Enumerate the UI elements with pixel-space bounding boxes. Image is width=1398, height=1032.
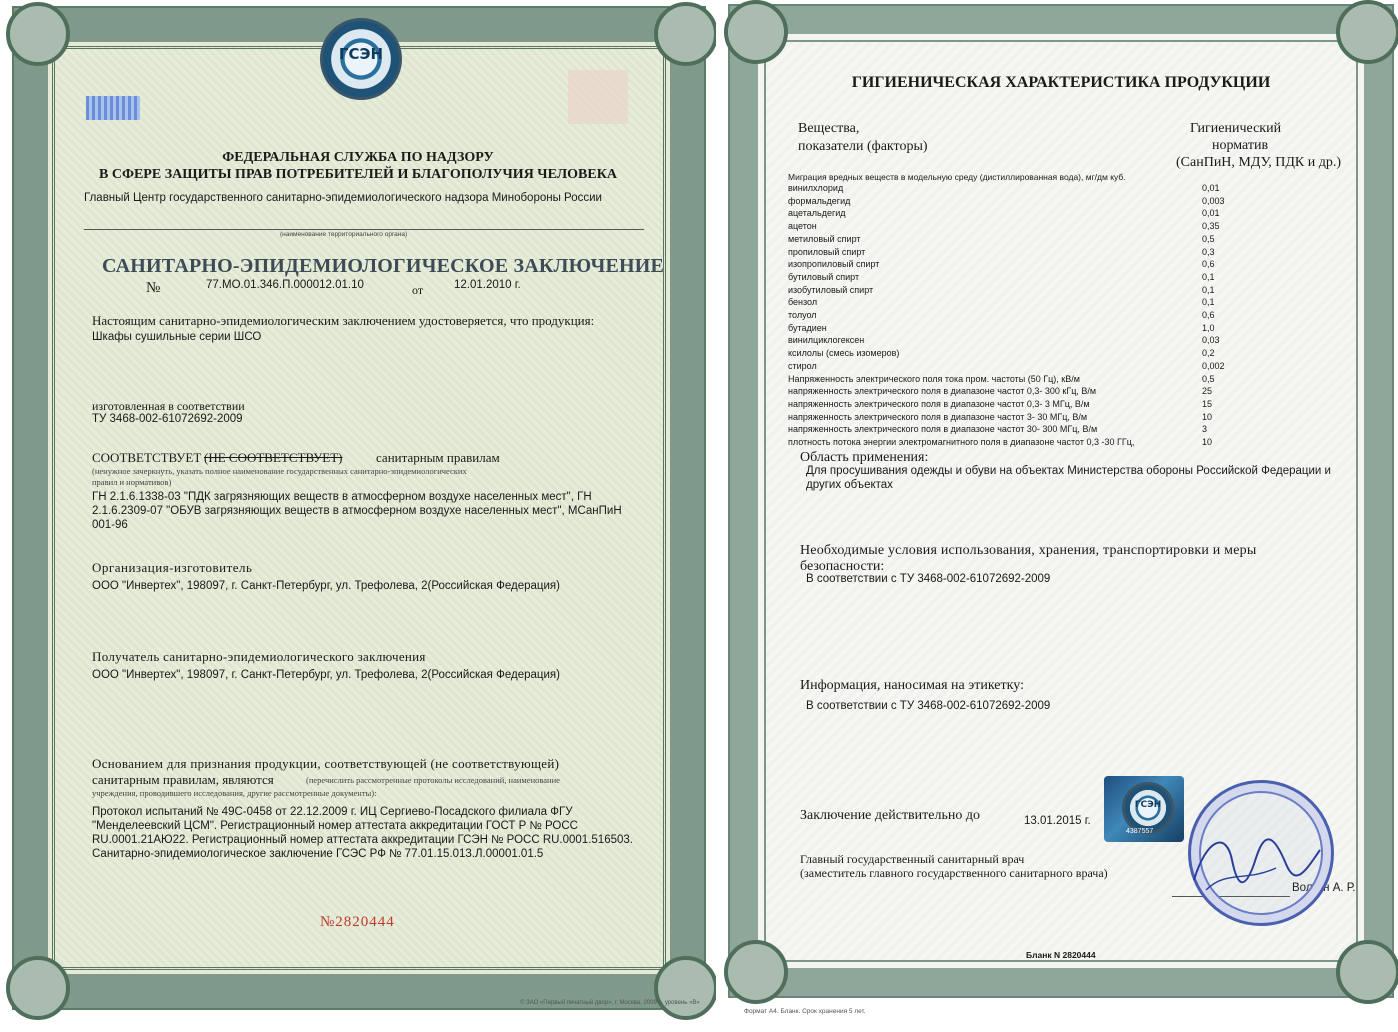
factor-norm-value: 25 xyxy=(1202,386,1213,397)
factor-norm-value: 0,3 xyxy=(1202,246,1215,257)
hologram-code: 4387557 xyxy=(1126,828,1154,835)
factor-norm-value: 0,1 xyxy=(1202,297,1215,308)
factor-row xyxy=(788,259,1348,272)
label-info-label: Информация, наносимая на этикетку: xyxy=(800,678,1024,693)
factor-row xyxy=(788,437,1348,450)
factor-row xyxy=(788,272,1348,285)
recipient-label: Получатель санитарно-эпидемиологического заключения xyxy=(92,649,426,664)
agency-name-line2: В СФЕРЕ ЗАЩИТЫ ПРАВ ПОТРЕБИТЕЛЕЙ И БЛАГОПОЛУЧИЯ ЧЕЛОВЕКА xyxy=(99,167,617,182)
number-label: № xyxy=(146,280,161,296)
factor-norm-value: 0,6 xyxy=(1202,259,1215,270)
factor-row xyxy=(788,285,1348,298)
factor-name: изобутиловый спирт xyxy=(788,284,874,295)
basis-hint: (перечислить рассмотренные протоколы исследований, наименование xyxy=(306,775,560,785)
document-title: САНИТАРНО-ЭПИДЕМИОЛОГИЧЕСКОЕ ЗАКЛЮЧЕНИЕ xyxy=(102,255,665,277)
factor-row xyxy=(788,399,1348,412)
conformity-label: СООТВЕТСТВУЕТ xyxy=(92,450,202,465)
blank-number: Бланк N 2820444 xyxy=(1026,950,1096,960)
gsen-emblem: ГСЭН xyxy=(320,18,402,100)
column-norm: норматив xyxy=(1212,138,1269,153)
factor-row xyxy=(788,247,1348,260)
territorial-hint: (наименование территориального органа) xyxy=(280,231,408,238)
factor-norm-value: 0,002 xyxy=(1202,360,1225,371)
factor-row xyxy=(788,234,1348,247)
chief-doctor-title: Главный государственный санитарный врач xyxy=(800,852,1025,866)
valid-until-date: 13.01.2015 г. xyxy=(1024,815,1091,827)
label-info-value: В соответствии с ТУ 3468-002-61072692-2009 xyxy=(806,700,1051,712)
manufacturer-label: Организация-изготовитель xyxy=(92,560,253,575)
manufacturer-value: ООО "Инвертех", 198097, г. Санкт-Петербург, ул. Трефолева, 2(Российская Федерация) xyxy=(92,580,560,592)
issue-date: 12.01.2010 г. xyxy=(454,279,521,291)
basis-value: Санитарно-эпидемиологическое заключение ГСЭС РФ № 77.01.15.013.Л.00001.01.5 xyxy=(92,848,544,860)
factor-name: пропиловый спирт xyxy=(788,246,866,257)
agency-name-line1: ФЕДЕРАЛЬНАЯ СЛУЖБА ПО НАДЗОРУ xyxy=(222,150,494,165)
chief-doctor-subtitle: (заместитель главного государственного санитарного врача) xyxy=(800,866,1108,880)
factor-name: напряженность электрического поля в диапазоне частот 0,3- 3 МГц, В/м xyxy=(788,398,1090,409)
factor-norm-value: 15 xyxy=(1202,398,1213,409)
factor-name: бутадиен xyxy=(788,322,827,333)
factor-norm-value: 0,5 xyxy=(1202,373,1215,384)
basis-text: санитарным правилам, являются xyxy=(92,772,274,787)
factor-row xyxy=(788,374,1348,387)
security-microprint xyxy=(86,96,140,120)
factor-row xyxy=(788,221,1348,234)
factor-row xyxy=(788,361,1348,374)
factor-row xyxy=(788,323,1348,336)
rules-value: 2.1.6.2309-07 "ОБУВ загрязняющих веществ в атмосферном воздухе населенных мест", МСанПиН xyxy=(92,505,622,517)
signer-name: Волгин А. Р. xyxy=(1292,882,1356,894)
format-note: Формат А4. Бланк. Срок хранения 5 лет. xyxy=(744,1008,866,1015)
corner-ornament xyxy=(724,940,788,1004)
from-label: от xyxy=(412,283,424,297)
hologram-sticker xyxy=(1104,776,1184,842)
factor-name: бензол xyxy=(788,297,818,308)
rules-value: 001-96 xyxy=(92,519,128,531)
recipient-value: ООО "Инвертех", 198097, г. Санкт-Петербург, ул. Трефолева, 2(Российская Федерация) xyxy=(92,669,560,681)
factor-norm-value: 0,1 xyxy=(1202,271,1215,282)
factor-row xyxy=(788,348,1348,361)
rules-value: ГН 2.1.6.1338-03 "ПДК загрязняющих веществ в атмосферном воздухе населенных мест", ГН xyxy=(92,491,592,503)
factor-norm-value: 0,01 xyxy=(1202,208,1220,219)
conditions-label: безопасности: xyxy=(800,559,885,574)
factor-norm-value: 0,2 xyxy=(1202,348,1215,359)
migration-note: Миграция вредных веществ в модельную среду (дистиллированная вода), мг/дм куб. xyxy=(788,172,1126,182)
factor-row xyxy=(788,335,1348,348)
certify-text: Настоящим санитарно-эпидемиологическим заключением удостоверяется, что продукция: xyxy=(92,313,595,328)
basis-value: RU.0001.21АЮ22. Регистрационный номер аттестата аккредитации ГСЭН № РОСС RU.0001.516503. xyxy=(92,834,633,846)
basis-value: Протокол испытаний № 49С-0458 от 22.12.2009 г. ИЦ Сергиево-Посадского филиала ФГУ xyxy=(92,806,573,818)
basis-hint: учреждения, проводившего исследования, другие рассмотренные документы): xyxy=(92,788,377,798)
conditions-value: В соответствии с ТУ 3468-002-61072692-2009 xyxy=(806,573,1051,585)
factor-name: бутиловый спирт xyxy=(788,271,860,282)
corner-ornament xyxy=(6,956,70,1020)
factor-name: винилхлорид xyxy=(788,183,844,193)
factor-norm-value: 3 xyxy=(1202,424,1208,435)
basis-value: "Менделеевский ЦСМ". Регистрационный номер аттестата аккредитации ГОСТ Р № РОСС xyxy=(92,820,578,832)
factor-name: ксилолы (смесь изомеров) xyxy=(788,348,900,359)
factor-norm-value: 10 xyxy=(1202,411,1213,422)
factor-row xyxy=(788,183,1348,196)
factor-row xyxy=(788,386,1348,399)
factor-name: напряженность электрического поля в диапазоне частот 30- 300 МГц, В/м xyxy=(788,424,1098,435)
serial-number: №2820444 xyxy=(320,914,395,930)
factor-norm-value: 0,35 xyxy=(1202,221,1220,232)
corner-ornament xyxy=(654,956,716,1020)
factor-name: толуол xyxy=(788,310,817,320)
factor-name: Напряженность электрического поля тока пром. частоты (50 Гц), кВ/м xyxy=(788,373,1080,384)
made-label: изготовленная в соответствии xyxy=(92,399,245,413)
factor-norm-value: 0,5 xyxy=(1202,233,1215,244)
factor-row xyxy=(788,297,1348,310)
scope-value: других объектах xyxy=(806,479,893,491)
corner-ornament xyxy=(1336,0,1398,64)
corner-ornament xyxy=(724,0,788,64)
gsen-emblem: ГСЭН xyxy=(1122,782,1174,834)
factor-name: напряженность электрического поля в диапазоне частот 0,3- 300 кГц, В/м xyxy=(788,386,1097,397)
product-name: Шкафы сушильные серии ШСО xyxy=(92,331,262,343)
corner-ornament xyxy=(654,2,716,66)
territorial-body: Главный Центр государственного санитарно-эпидемиологического надзора Минобороны России xyxy=(84,192,602,204)
factor-name: ацетон xyxy=(788,221,817,232)
sanitary-rules-label: санитарным правилам xyxy=(376,450,500,465)
factor-norm-value: 0,03 xyxy=(1202,335,1220,346)
factor-name: метиловый спирт xyxy=(788,233,861,244)
column-norm: Гигиенический xyxy=(1190,121,1282,136)
factor-row xyxy=(788,424,1348,437)
column-norm: (СанПиН, МДУ, ПДК и др.) xyxy=(1176,155,1341,170)
made-standard: ТУ 3468-002-61072692-2009 xyxy=(92,413,243,425)
factor-norm-value: 0,6 xyxy=(1202,310,1215,320)
scope-value: Для просушивания одежды и обуви на объектах Министерства обороны Российской Федерации и xyxy=(806,465,1331,477)
factor-row xyxy=(788,412,1348,425)
hygienic-heading: ГИГИЕНИЧЕСКАЯ ХАРАКТЕРИСТИКА ПРОДУКЦИИ xyxy=(851,74,1271,91)
factor-name: стирол xyxy=(788,360,817,371)
rules-hint: (ненужное зачеркнуть, указать полное наименование государственных санитарно-эпидемиологических xyxy=(92,466,467,476)
column-substances: Вещества, xyxy=(798,121,860,136)
factor-row xyxy=(788,310,1348,323)
column-substances: показатели (факторы) xyxy=(798,139,928,154)
factor-norm-value: 1,0 xyxy=(1202,322,1215,333)
conditions-label: Необходимые условия использования, хранения, транспортировки и меры xyxy=(800,543,1257,558)
factor-name: изопропиловый спирт xyxy=(788,259,880,270)
factor-name: напряженность электрического поля в диапазоне частот 3- 30 МГц, В/м xyxy=(788,411,1088,422)
basis-text: Основанием для признания продукции, соответствующей (не соответствующей) xyxy=(92,756,560,771)
non-conformity-struck: (НЕ СООТВЕТСТВУЕТ) xyxy=(204,450,343,465)
factor-norm-value: 0,01 xyxy=(1202,183,1220,193)
corner-ornament xyxy=(1336,940,1398,1004)
factor-name: ацетальдегид xyxy=(788,208,846,219)
certificate-number: 77.МО.01.346.П.000012.01.10 xyxy=(206,279,364,291)
corner-ornament xyxy=(6,2,70,66)
factor-name: плотность потока энергии электромагнитного поля в диапазоне частот 0,3 -30 ГГц, xyxy=(788,437,1135,447)
factor-norm-value: 10 xyxy=(1202,437,1213,447)
rules-hint: правил и нормативов) xyxy=(92,477,172,487)
printer-imprint: © ЗАО «Первый печатный двор», г. Москва, 2009 г., уровень «В» xyxy=(520,1000,700,1006)
factor-norm-value: 0,003 xyxy=(1202,195,1225,206)
handwritten-signature xyxy=(1186,820,1326,900)
scope-label: Область применения: xyxy=(800,450,929,465)
divider xyxy=(84,229,644,230)
factor-name: винилциклогексен xyxy=(788,335,865,346)
factor-row xyxy=(788,196,1348,209)
factor-norm-value: 0,1 xyxy=(1202,284,1215,295)
factor-row xyxy=(788,208,1348,221)
security-stamp-area xyxy=(568,70,628,124)
valid-until-label: Заключение действительно до xyxy=(800,808,980,823)
factor-name: формальдегид xyxy=(788,195,851,206)
